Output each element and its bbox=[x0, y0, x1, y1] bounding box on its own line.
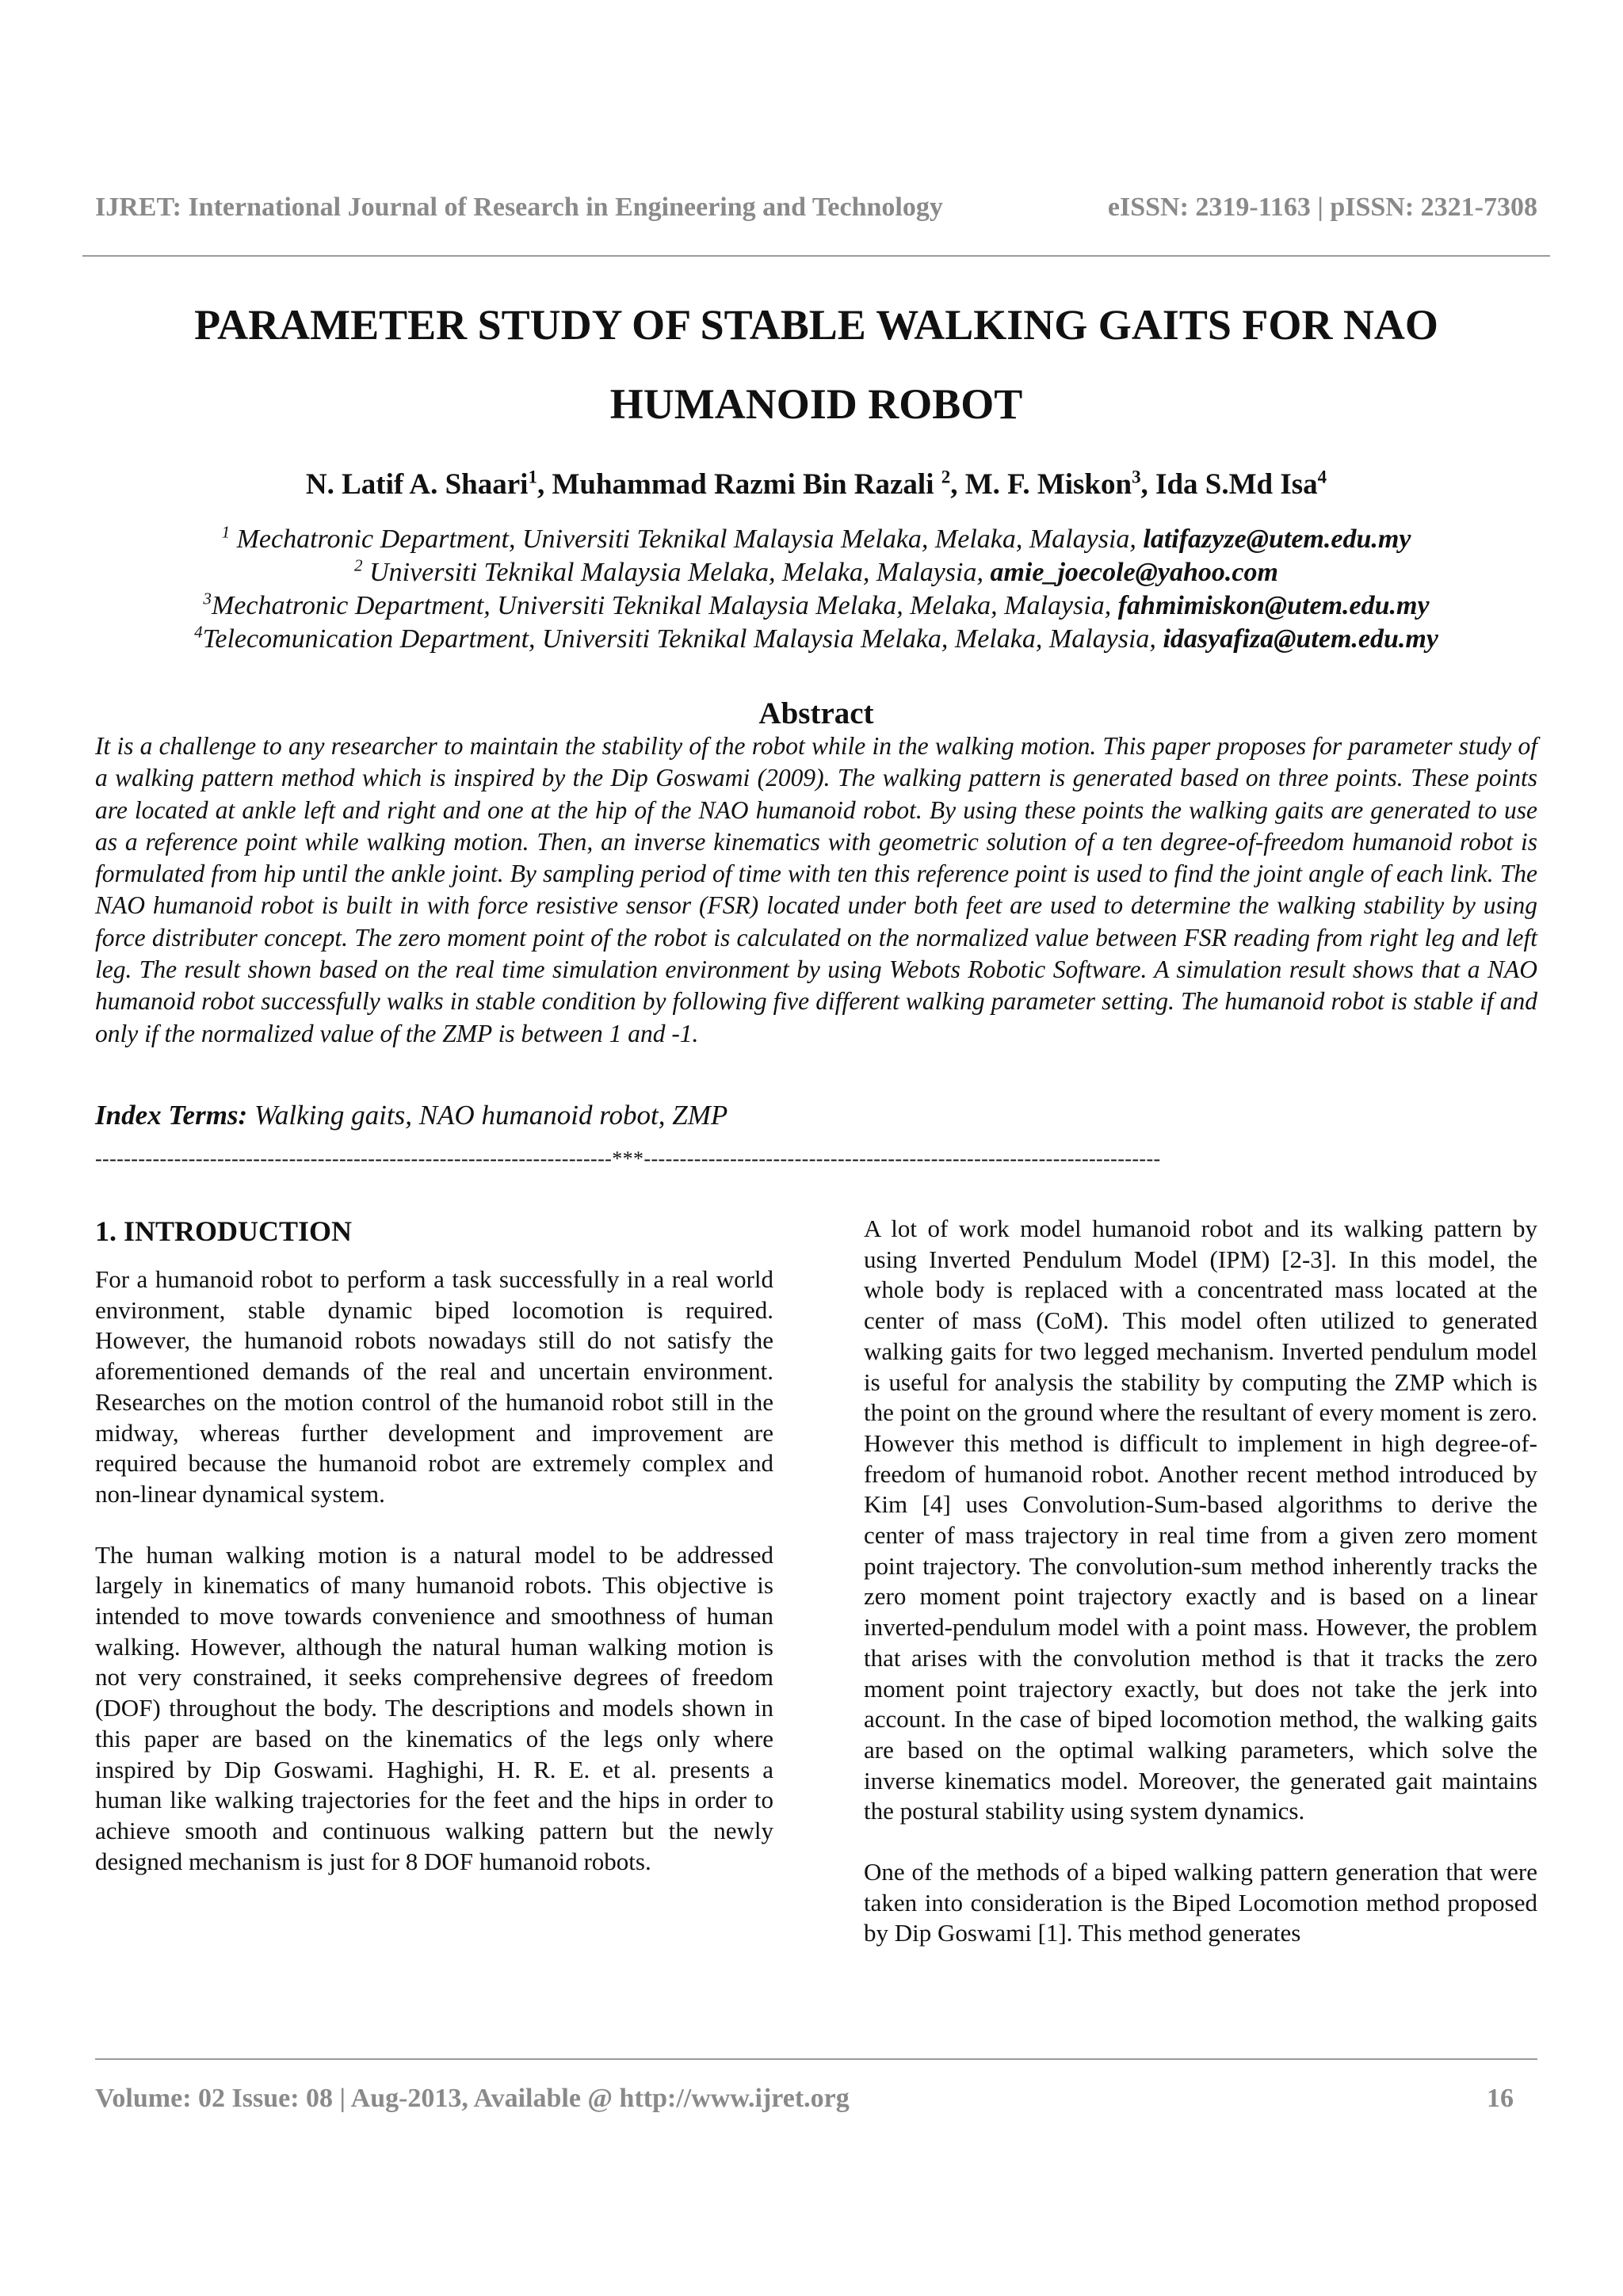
abstract-heading: Abstract bbox=[758, 696, 874, 730]
affiliation-line bbox=[79, 623, 1553, 656]
footer-rule bbox=[95, 2058, 1537, 2060]
right-column bbox=[864, 1214, 1537, 1949]
author-name: N. Latif A. Shaari bbox=[305, 468, 529, 501]
author-separator: , bbox=[1140, 468, 1156, 501]
title-line-1: PARAMETER STUDY OF STABLE WALKING GAITS FOR NAO bbox=[194, 301, 1438, 349]
author-name: Muhammad Razmi Bin Razali bbox=[552, 468, 941, 501]
affiliation-text: Universiti Teknikal Malaysia Melaka, Melaka, Malaysia, bbox=[362, 558, 991, 587]
affiliation-line bbox=[79, 556, 1553, 589]
running-footer bbox=[95, 2084, 1514, 2114]
header-rule bbox=[82, 255, 1550, 257]
issn-numbers: eISSN: 2319-1163 | pISSN: 2321-7308 bbox=[1107, 193, 1537, 222]
author-list bbox=[95, 467, 1537, 502]
affiliation-mark: 3 bbox=[203, 589, 212, 608]
index-terms bbox=[95, 1100, 1537, 1131]
paragraph-gap bbox=[95, 1510, 773, 1540]
author-affiliation-mark: 2 bbox=[941, 467, 951, 487]
affiliation-list bbox=[79, 523, 1553, 656]
body-paragraph: One of the methods of a biped walking pattern generation that were taken into consideration is the Biped Locomotion method proposed by Dip Goswami [1]. This method generates bbox=[864, 1858, 1537, 1947]
author-affiliation-mark: 4 bbox=[1317, 467, 1327, 487]
affiliation-email[interactable]: latifazyze@utem.edu.my bbox=[1143, 524, 1411, 554]
author-affiliation-mark: 1 bbox=[528, 467, 537, 487]
affiliation-line bbox=[79, 589, 1553, 623]
running-header bbox=[95, 193, 1537, 223]
section-heading-introduction: 1. INTRODUCTION bbox=[95, 1215, 353, 1247]
affiliation-text: Mechatronic Department, Universiti Teknikal Malaysia Melaka, Melaka, Malaysia, bbox=[211, 591, 1118, 620]
paper-title bbox=[143, 285, 1490, 444]
author-affiliation-mark: 3 bbox=[1132, 467, 1141, 487]
affiliation-text: Mechatronic Department, Universiti Teknikal Malaysia Melaka, Melaka, Malaysia, bbox=[230, 524, 1144, 554]
index-terms-label: Index Terms: bbox=[95, 1100, 248, 1131]
volume-info: Volume: 02 Issue: 08 | Aug-2013, Available @ http://www.ijret.org bbox=[95, 2084, 850, 2113]
author-separator: , bbox=[537, 468, 552, 501]
affiliation-email[interactable]: amie_joecole@yahoo.com bbox=[990, 558, 1278, 587]
body-paragraph: The human walking motion is a natural model to be addressed largely in kinematics of many humanoid robots. This objective is intended to move towards convenience and smoothness of human walking. However, although the natural human walking motion is not very constrained, it seeks comprehensive degrees of freedom (DOF) throughout the body. The descriptions and models shown in this paper are based on the kinematics of the legs only where inspired by Dip Goswami. Haghighi, H. R. E. et al. presents a human like walking trajectories for the feet and the hips in order to achieve smooth and continuous walking pattern but the newly designed mechanism is just for 8 DOF humanoid robots. bbox=[95, 1540, 773, 1875]
paragraph-gap bbox=[864, 1827, 1537, 1857]
affiliation-mark: 4 bbox=[194, 622, 203, 642]
body-paragraph: For a humanoid robot to perform a task successfully in a real world environment, stable dynamic biped locomotion is required. However, the humanoid robots nowadays still do not satisfy the aforementioned demands of the real and uncertain environment. Researches on the motion control of the humanoid robot still in the midway, whereas further development and improvement are required because the humanoid robot are extremely complex and non-linear dynamical system. bbox=[95, 1265, 773, 1508]
left-column bbox=[95, 1214, 773, 1877]
index-terms-value: Walking gaits, NAO humanoid robot, ZMP bbox=[247, 1100, 728, 1131]
author-name: Ida S.Md Isa bbox=[1155, 468, 1318, 501]
author-separator: , bbox=[950, 468, 965, 501]
affiliation-email[interactable]: fahmimiskon@utem.edu.my bbox=[1117, 591, 1430, 620]
journal-name: IJRET: International Journal of Research in Engineering and Technology bbox=[95, 193, 943, 222]
affiliation-text: Telecomunication Department, Universiti Teknikal Malaysia Melaka, Melaka, Malaysia, bbox=[202, 624, 1163, 654]
page-number: 16 bbox=[1487, 2084, 1514, 2113]
body-paragraph: A lot of work model humanoid robot and its walking pattern by using Inverted Pendulum Model (IPM) [2-3]. In this model, the whole body is replaced with a concentrated mass located at the center of mass (CoM). This model often utilized to generated walking gaits for two legged mechanism. Inverted pendulum model is useful for analysis the stability by computing the ZMP which is the point on the ground where the resultant of every moment is zero. However this method is difficult to implement in high degree-of-freedom of humanoid robot. Another recent method introduced by Kim [4] uses Convolution-Sum-based algorithms to derive the center of mass trajectory in real time from a given zero moment point trajectory. The convolution-sum method inherently tracks the zero moment point trajectory exactly and is based on a linear inverted-pendulum model with a point mass. However, the problem that arises with the convolution method is that it tracks the zero moment point trajectory exactly, but does not take the jerk into account. In the case of biped locomotion method, the walking gaits are based on the optimal walking parameters, which solve the inverse kinematics model. Moreover, the generated gait maintains the postural stability using system dynamics. bbox=[864, 1215, 1537, 1825]
affiliation-mark: 2 bbox=[354, 555, 363, 575]
affiliation-email[interactable]: idasyafiza@utem.edu.my bbox=[1163, 624, 1438, 654]
affiliation-line bbox=[79, 523, 1553, 556]
author-name: M. F. Miskon bbox=[964, 468, 1132, 501]
abstract-body: It is a challenge to any researcher to maintain the stability of the robot while in the walking motion. This paper proposes for parameter study of a walking pattern method which is inspired by the Dip Goswami (2009). The walking pattern is generated based on three points. These points are located at ankle left and right and one at the hip of the NAO humanoid robot. By using these points the walking gaits are generated to use as a reference point while walking motion. Then, an inverse kinematics with geometric solution of a ten degree-of-freedom humanoid robot is formulated from hip until the ankle joint. By sampling period of time with ten this reference point is used to find the joint angle of each link. The NAO humanoid robot is built in with force resistive sensor (FSR) located under both feet are used to determine the walking stability by using force distributer concept. The zero moment point of the robot is calculated on the normalized value between FSR reading from right leg and left leg. The result shown based on the real time simulation environment by using Webots Robotic Software. A simulation result shows that a NAO humanoid robot successfully walks in stable condition by following five different walking parameter setting. The humanoid robot is stable if and only if the normalized value of the ZMP is between 1 and -1. bbox=[95, 732, 1537, 1047]
section-separator: ------------------------------------------------------------------------***------------------------------------------------------------------------ bbox=[95, 1147, 1161, 1170]
affiliation-mark: 1 bbox=[221, 522, 231, 542]
title-line-2: HUMANOID ROBOT bbox=[609, 380, 1023, 428]
